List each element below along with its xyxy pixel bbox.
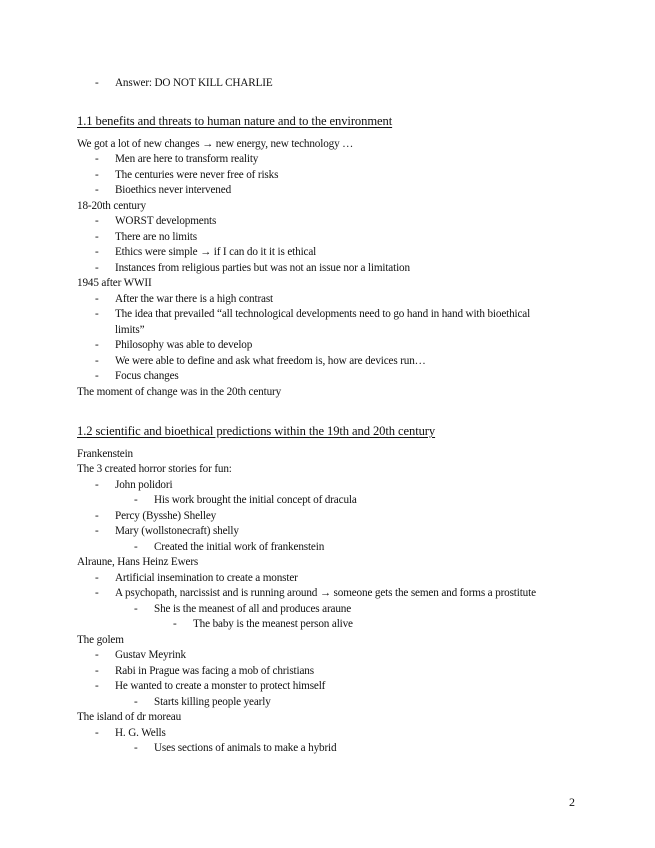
bullet-dash: - [95, 168, 99, 181]
bullet-item: The centuries were never free of risks [115, 168, 279, 181]
bullet-item: limits” [115, 323, 145, 336]
bullet-dash: - [173, 618, 177, 630]
bullet-item: Uses sections of animals to make a hybrid [154, 742, 337, 754]
page-number: 2 [569, 795, 575, 809]
bullet-dash: - [95, 153, 99, 165]
bullet-item: WORST developments [115, 215, 217, 227]
bullet-item: Starts killing people yearly [154, 695, 271, 708]
note-line: The 3 created horror stories for fun: [77, 463, 232, 475]
bullet-item: Men are here to transform reality [115, 153, 259, 165]
bullet-item: Ethics were simple → if I can do it it is ethical [115, 246, 317, 258]
bullet-dash: - [95, 261, 99, 274]
note-line: The moment of change was in the 20th century [77, 385, 282, 398]
bullet-dash: - [134, 695, 138, 708]
bullet-dash: - [95, 649, 99, 661]
bullet-item: The idea that prevailed “all technological developments need to go hand in hand with bioethical [115, 308, 531, 320]
answer-bullet: Answer: DO NOT KILL CHARLIE [115, 77, 273, 89]
bullet-item: His work brought the initial concept of dracula [154, 494, 357, 506]
bullet-dash: - [95, 339, 99, 351]
bullet-dash: - [95, 230, 99, 243]
bullet-item: Instances from religious parties but was not an issue nor a limitation [115, 261, 410, 274]
bullet-dash: - [95, 77, 99, 89]
bullet-dash: - [95, 664, 99, 677]
note-line: 1945 after WWII [77, 277, 152, 289]
bullet-item: Artificial insemination to create a monster [115, 571, 298, 584]
note-line: The golem [77, 633, 124, 646]
bullet-item: Mary (wollstonecraft) shelly [115, 525, 239, 537]
bullet-item: After the war there is a high contrast [115, 292, 274, 305]
bullet-item: Rabi in Prague was facing a mob of christians [115, 664, 314, 677]
bullet-item: We were able to define and ask what freedom is, how are devices run… [115, 354, 426, 367]
bullet-dash: - [95, 680, 99, 692]
bullet-item: H. G. Wells [115, 726, 166, 739]
bullet-item: Focus changes [115, 370, 179, 382]
bullet-item: John polidori [115, 478, 173, 491]
note-line: The island of dr moreau [77, 711, 182, 723]
note-line: 18-20th century [77, 199, 146, 212]
bullet-dash: - [95, 215, 99, 227]
section-heading: 1.2 scientific and bioethical predictions within the 19th and 20th century [77, 424, 436, 438]
bullet-item: Created the initial work of frankenstein [154, 540, 325, 553]
bullet-dash: - [134, 540, 138, 553]
bullet-item: Philosophy was able to develop [115, 339, 253, 351]
bullet-dash: - [134, 494, 138, 506]
bullet-item: She is the meanest of all and produces araune [154, 602, 352, 615]
bullet-dash: - [95, 354, 99, 367]
bullet-item: He wanted to create a monster to protect himself [115, 680, 326, 692]
bullet-dash: - [95, 509, 99, 522]
note-line: We got a lot of new changes → new energy, new technology … [77, 137, 354, 150]
bullet-dash: - [95, 292, 99, 305]
bullet-dash: - [95, 478, 99, 491]
bullet-dash: - [134, 602, 138, 615]
bullet-item: The baby is the meanest person alive [193, 618, 353, 630]
section-heading: 1.1 benefits and threats to human nature and to the environment [77, 114, 393, 128]
bullet-item: Percy (Bysshe) Shelley [115, 509, 217, 522]
bullet-dash: - [134, 742, 138, 754]
bullet-dash: - [95, 370, 99, 382]
bullet-dash: - [95, 726, 99, 739]
bullet-item: A psychopath, narcissist and is running around → someone gets the semen and forms a prostitute [115, 587, 536, 599]
bullet-item: Bioethics never intervened [115, 184, 232, 196]
bullet-dash: - [95, 246, 99, 258]
bullet-dash: - [95, 587, 99, 599]
bullet-dash: - [95, 571, 99, 584]
bullet-dash: - [95, 184, 99, 196]
bullet-item: Gustav Meyrink [115, 649, 186, 661]
bullet-dash: - [95, 525, 99, 537]
bullet-dash: - [95, 308, 99, 320]
bullet-item: There are no limits [115, 230, 197, 243]
note-line: Frankenstein [77, 447, 133, 460]
note-line: Alraune, Hans Heinz Ewers [77, 556, 199, 568]
